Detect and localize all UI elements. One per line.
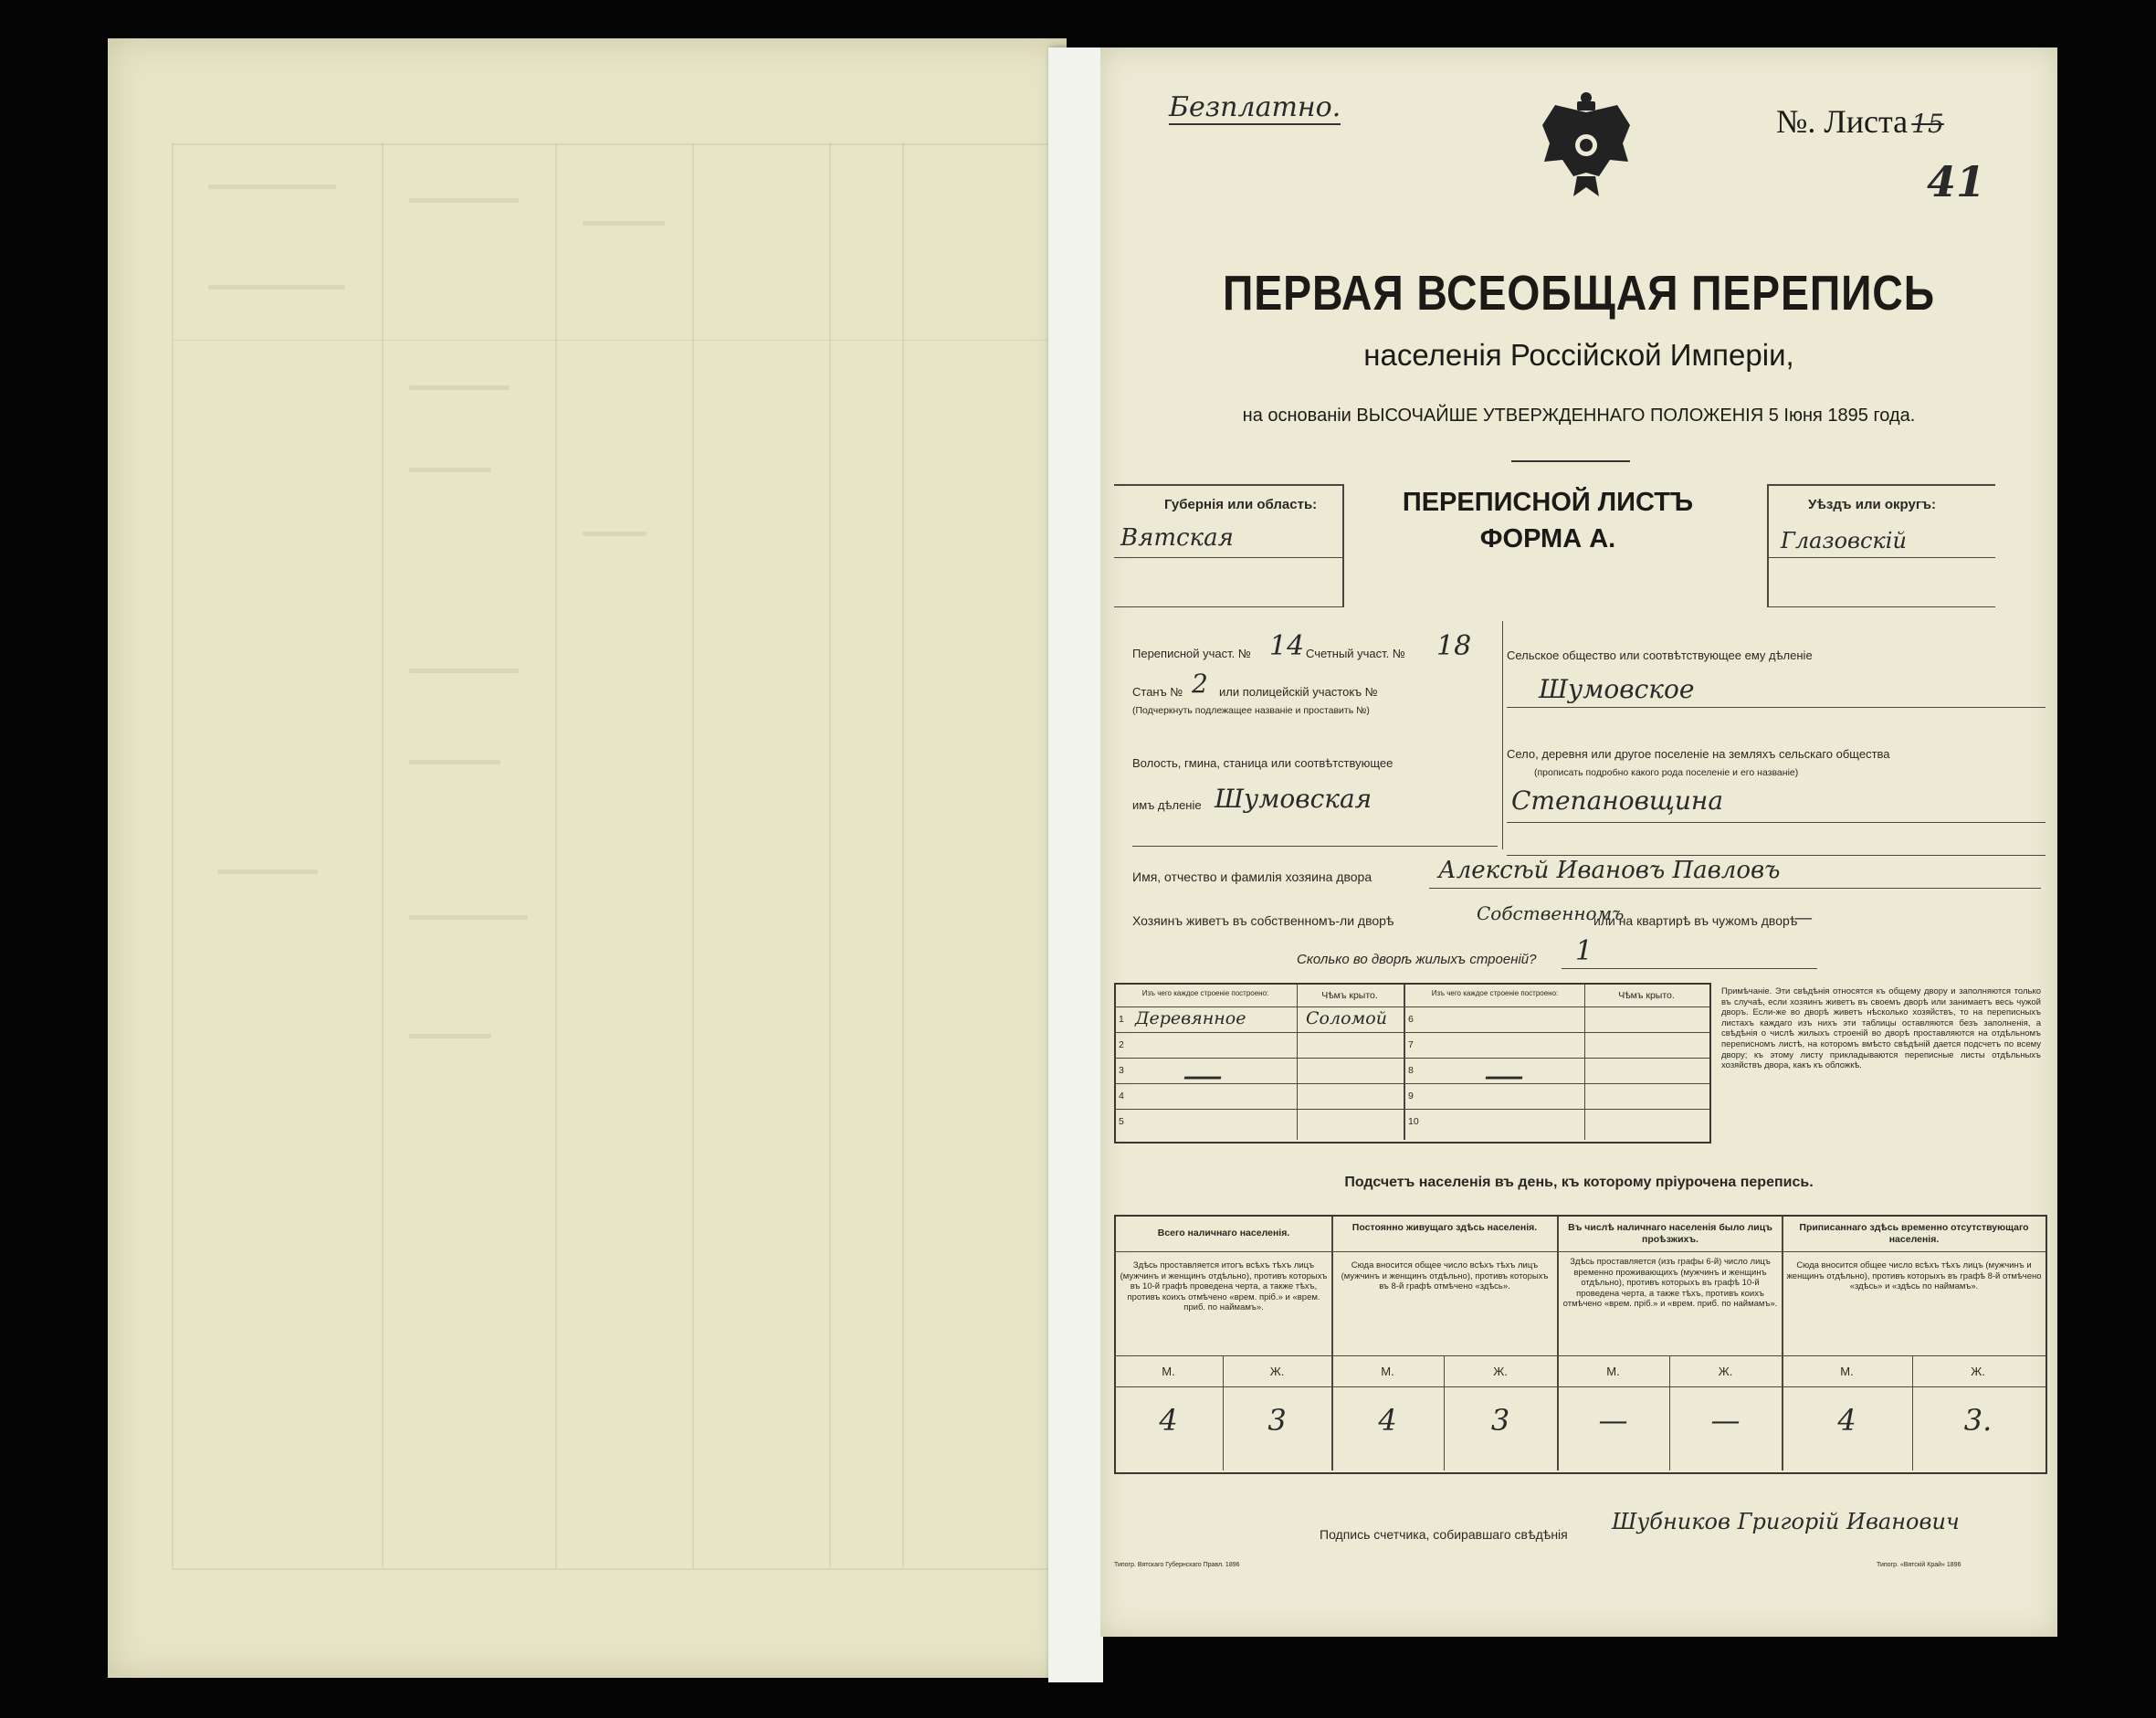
form-title-line-1: ПЕРЕПИСНОЙ ЛИСТЪ xyxy=(1402,488,1694,517)
binding-strip xyxy=(1048,47,1103,1682)
row-number: 5 xyxy=(1119,1116,1124,1127)
village-note: (прописать подробно какого рода поселеніе и его названіе) xyxy=(1534,767,1799,778)
society-label: Сельское общество или соотвѣтствующее ему дѣленіе xyxy=(1507,648,1813,662)
owner-lives-value: Собственномъ xyxy=(1477,902,1625,924)
count-col-head-2: Постоянно живущаго здѣсь населенія. xyxy=(1351,1222,1538,1233)
row-number: 1 xyxy=(1119,1014,1124,1025)
count-col-desc-3: Здѣсь проставляется (изъ графы 6-й) число лицъ временно проживающихъ (мужчинъ и женщинъ отдѣльно), противъ которыхъ въ графѣ 10-й проведена черта, а также тѣхъ, противъ коихъ отмѣчено «врем. пріб.» и «врем. приб. по наймамъ». xyxy=(1562,1257,1778,1310)
document-basis: на основаніи ВЫСОЧАЙШЕ УТВЕРЖДЕННАГО ПОЛОЖЕНІЯ 5 Іюня 1895 года. xyxy=(1242,406,1916,426)
stan-note: (Подчеркнуть подлежащее названіе и проставить №) xyxy=(1132,705,1370,716)
left-page xyxy=(108,38,1067,1678)
building-1-roof: Соломой xyxy=(1306,1008,1387,1028)
permanent-male-value: 4 xyxy=(1378,1403,1397,1438)
registered-female-value: 3. xyxy=(1963,1403,1993,1438)
owner-name-label: Имя, отчество и фамилія хозяина двора xyxy=(1132,870,1372,884)
district-label: Уѣздъ или округъ: xyxy=(1808,497,1937,512)
census-section-value: 14 xyxy=(1269,630,1305,662)
village-label: Село, деревня или другое поселеніе на земляхъ сельскаго общества xyxy=(1507,747,1890,761)
transient-male-value: — xyxy=(1598,1403,1628,1438)
row-number: 2 xyxy=(1119,1039,1124,1050)
district-value: Глазовскій xyxy=(1781,528,1907,553)
row-number: 6 xyxy=(1408,1014,1414,1025)
registered-male-value: 4 xyxy=(1837,1403,1856,1438)
printer-imprint-right: Типогр. «Вятскій Край» 1896 xyxy=(1877,1562,1961,1568)
female-label: Ж. xyxy=(1971,1365,1985,1378)
owner-or-label: или на квартирѣ въ чужомъ дворѣ xyxy=(1593,913,1798,928)
sheet-number-handwritten: 41 xyxy=(1927,157,1986,206)
permanent-female-value: 3 xyxy=(1490,1403,1510,1438)
total-female-value: 3 xyxy=(1267,1403,1287,1438)
note-text: Примѣчаніе. Эти свѣдѣнія относятся къ общему двору и заполняются только въ случаѣ, если хозяинъ живетъ въ своемъ дворѣ или занимаетъ весь чужой дворъ. Если-же во дворѣ живетъ нѣсколько хозяйствъ, то на переписныхъ листахъ каждаго изъ нихъ эти таблицы оставляются безъ заполненія, а свѣдѣнія о числѣ жилыхъ строеній во дворѣ проставляются на отдѣльномъ переписномъ листѣ, на которомъ вмѣсто свѣдѣній дается подсчетъ по всему двору; къ этому листу прикладываются переписные листы отдѣльныхъ хозяйствъ двора, какъ къ обложкѣ. xyxy=(1721,986,2041,1071)
male-label: М. xyxy=(1606,1365,1620,1378)
total-male-value: 4 xyxy=(1159,1403,1178,1438)
signature-label: Подпись счетчика, собиравшаго свѣдѣнія xyxy=(1320,1527,1568,1542)
signature-value: Шубников Григорій Иванович xyxy=(1612,1509,1960,1534)
female-label: Ж. xyxy=(1269,1365,1285,1378)
stan-alt-label: или полицейскій участокъ № xyxy=(1219,685,1378,699)
stan-label: Станъ № xyxy=(1132,685,1183,699)
owner-or-value: — xyxy=(1794,906,1813,928)
female-label: Ж. xyxy=(1493,1365,1508,1378)
volost-value: Шумовская xyxy=(1215,784,1372,814)
buildings-col-roof-2: Чѣмъ крыто. xyxy=(1618,990,1675,1001)
sheet-number-label: №. Листа xyxy=(1776,103,1909,140)
count-section-label: Счетный участ. № xyxy=(1306,647,1405,660)
society-value: Шумовское xyxy=(1539,674,1695,704)
transient-female-value: — xyxy=(1710,1403,1741,1438)
owner-name-value: Алексѣй Ивановъ Павловъ xyxy=(1438,857,1781,884)
census-form-page xyxy=(1100,47,2057,1637)
row-number: 7 xyxy=(1408,1039,1414,1050)
count-title: Подсчетъ населенія въ день, къ которому пріурочена перепись. xyxy=(1344,1175,1814,1190)
buildings-col-material-2: Изъ чего каждое строеніе построено: xyxy=(1431,989,1559,997)
document-subtitle: населенія Россійской Имперіи, xyxy=(1363,338,1794,372)
building-1-material: Деревянное xyxy=(1135,1008,1246,1028)
row-number: 9 xyxy=(1408,1091,1414,1101)
count-col-head-4: Приписаннаго здѣсь временно отсутствующаго населенія. xyxy=(1799,1222,2029,1245)
dash-mark: — xyxy=(1183,1052,1223,1099)
document-title: ПЕРВАЯ ВСЕОБЩАЯ ПЕРЕПИСЬ xyxy=(1223,266,1935,321)
row-number: 3 xyxy=(1119,1065,1124,1076)
sheet-number xyxy=(1776,102,1944,141)
free-label: Безплатно. xyxy=(1169,91,1341,123)
buildings-count-value: 1 xyxy=(1575,935,1593,967)
province-value: Вятская xyxy=(1120,524,1234,552)
imperial-eagle-emblem xyxy=(1537,89,1635,206)
buildings-col-material-1: Изъ чего каждое строеніе построено: xyxy=(1141,989,1269,997)
province-label: Губернія или область: xyxy=(1164,497,1318,512)
female-label: Ж. xyxy=(1718,1365,1733,1378)
village-value: Степановщина xyxy=(1511,785,1724,816)
form-title-line-2: ФОРМА А. xyxy=(1479,524,1616,553)
count-col-desc-4: Сюда вносится общее число всѣхъ тѣхъ лицъ (мужчинъ и женщинъ отдѣльно), противъ которыхъ въ графѣ 8-й отмѣчено «здѣсь» и «здѣсь по наймамъ». xyxy=(1786,1260,2042,1292)
count-col-desc-2: Сюда вносится общее число всѣхъ тѣхъ лицъ (мужчинъ и женщинъ отдѣльно), противъ которыхъ въ 8-й графѣ отмѣчено «здѣсь». xyxy=(1341,1260,1549,1292)
row-number: 10 xyxy=(1408,1116,1419,1127)
count-section-value: 18 xyxy=(1436,630,1472,662)
row-number: 4 xyxy=(1119,1091,1124,1101)
male-label: М. xyxy=(1840,1365,1854,1378)
sheet-number-crossed: 15 xyxy=(1911,109,1944,139)
ornament-divider xyxy=(1511,460,1630,462)
volost-label-2: имъ дѣленіе xyxy=(1132,798,1202,812)
dash-mark: — xyxy=(1484,1052,1524,1099)
male-label: М. xyxy=(1162,1365,1175,1378)
count-col-desc-1: Здѣсь проставляется итогъ всѣхъ тѣхъ лицъ (мужчинъ и женщинъ отдѣльно), противъ которыхъ въ 10-й графѣ проведена черта, а также тѣхъ, противъ коихъ отмѣчено «врем. пріб.» и «врем. приб. по наймамъ». xyxy=(1120,1260,1328,1313)
count-col-head-1: Всего наличнаго населенія. xyxy=(1157,1228,1290,1238)
owner-lives-label: Хозяинъ живетъ въ собственномъ-ли дворѣ xyxy=(1132,913,1394,928)
volost-label: Волость, гмина, станица или соотвѣтствующее xyxy=(1132,756,1394,770)
printer-imprint-left: Типогр. Вятскаго Губернскаго Правл. 1896 xyxy=(1114,1562,1240,1568)
count-col-head-3: Въ числѣ наличнаго населенія было лицъ проѣзжихъ. xyxy=(1568,1222,1772,1245)
census-section-label: Переписной участ. № xyxy=(1132,647,1251,660)
buildings-col-roof-1: Чѣмъ крыто. xyxy=(1321,990,1378,1001)
row-number: 8 xyxy=(1408,1065,1414,1076)
male-label: М. xyxy=(1381,1365,1394,1378)
stan-value: 2 xyxy=(1192,669,1208,699)
buildings-count-label: Сколько во дворѣ жилыхъ строеній? xyxy=(1297,952,1537,967)
